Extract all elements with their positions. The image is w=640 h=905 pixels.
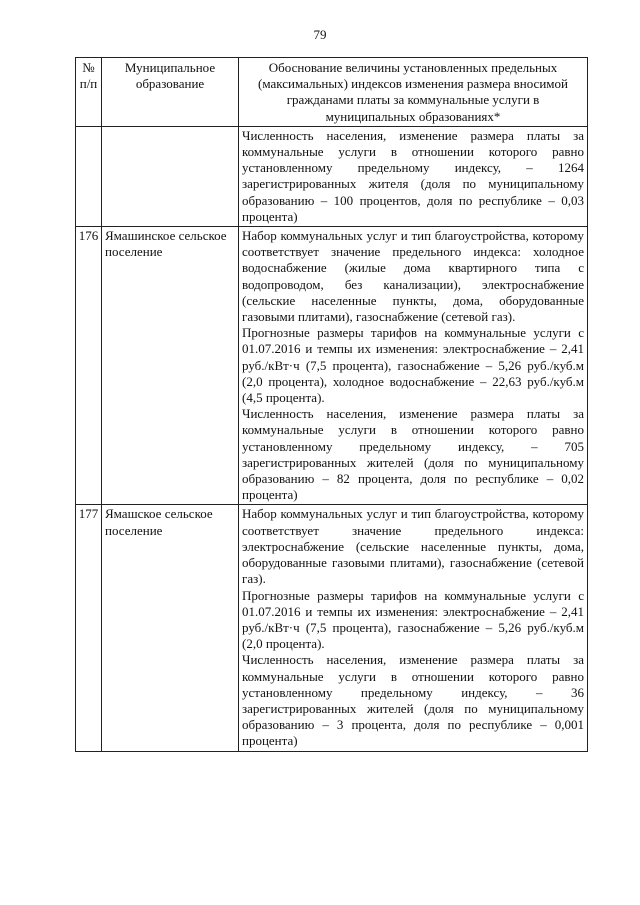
row-justification	[239, 505, 588, 751]
row-number	[76, 126, 102, 226]
header-number: № п/п	[76, 58, 102, 127]
row-justification	[239, 227, 588, 505]
table-header-row	[76, 58, 588, 127]
table-row	[76, 505, 588, 751]
row-municipality: Ямашское сельское поселение	[102, 505, 239, 751]
justification-paragraph: Набор коммунальных услуг и тип благоустройства, которому соответствует значение предельного индекса: холодное водоснабжение (жилые дома квартирного типа с водопроводом, без канализации), электроснабжение (сельские населенные пункты, дома, оборудованные газовыми плитами), газоснабжение (сетевой газ).	[242, 228, 584, 325]
row-municipality: Ямашинское сельское поселение	[102, 227, 239, 505]
row-justification	[239, 126, 588, 226]
justification-paragraph: Численность населения, изменение размера платы за коммунальные услуги в отношении которого равно установленному предельному индексу, – 705 зарегистрированных жителей (доля по муниципальному образованию – 82 процента, доля по республике – 0,02 процента)	[242, 406, 584, 503]
justification-paragraph: Набор коммунальных услуг и тип благоустройства, которому соответствует значение предельного индекса: электроснабжение (сельские населенные пункты, дома, оборудованные газовыми плитами), газоснабжение (сетевой газ).	[242, 506, 584, 587]
tariff-justification-table	[75, 57, 588, 752]
justification-paragraph: Прогнозные размеры тарифов на коммунальные услуги с 01.07.2016 и темпы их изменения: электроснабжение – 2,41 руб./кВт·ч (7,5 процента), газоснабжение – 5,26 руб./куб.м (2,0 процента), холодное водоснабжение – 22,63 руб./куб.м (4,5 процента).	[242, 325, 584, 406]
header-municipality: Муниципальное образование	[102, 58, 239, 127]
row-number: 177	[76, 505, 102, 751]
header-justification: Обоснование величины установленных предельных (максимальных) индексов изменения размера вносимой гражданами платы за коммунальные услуги в муниципальных образованиях*	[239, 58, 588, 127]
justification-paragraph: Прогнозные размеры тарифов на коммунальные услуги с 01.07.2016 и темпы их изменения: электроснабжение – 2,41 руб./кВт·ч (7,5 процента), газоснабжение – 5,26 руб./куб.м (2,0 процента).	[242, 587, 584, 652]
row-municipality	[102, 126, 239, 226]
justification-paragraph: Численность населения, изменение размера платы за коммунальные услуги в отношении которого равно установленному предельному индексу, – 1264 зарегистрированных жителя (доля по муниципальному образованию – 100 процентов, доля по республике – 0,03 процента)	[242, 127, 584, 224]
table-row	[76, 126, 588, 226]
page-number: 79	[313, 27, 327, 42]
table-row	[76, 227, 588, 505]
justification-paragraph: Численность населения, изменение размера платы за коммунальные услуги в отношении которого равно установленному предельному индексу, – 36 зарегистрированных жителей (доля по муниципальному образованию – 3 процента, доля по республике – 0,001 процента)	[242, 652, 584, 749]
row-number: 176	[76, 227, 102, 505]
